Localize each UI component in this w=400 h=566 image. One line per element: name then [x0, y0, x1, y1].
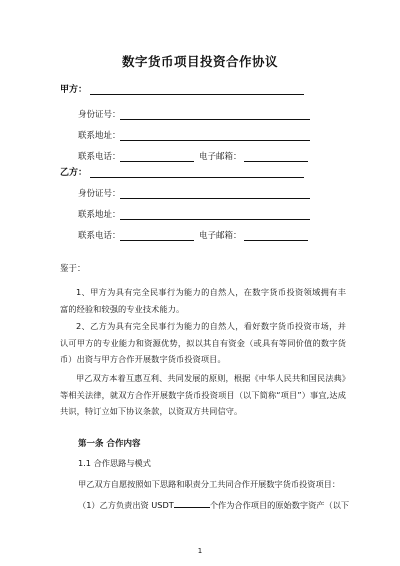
section-1-1-heading: 1.1 合作思路与模式	[78, 458, 151, 468]
party-a-name-line	[90, 94, 304, 95]
party-b-address-label: 联系地址：	[78, 210, 121, 220]
party-a-email-line	[244, 161, 308, 162]
document-title: 数字货币项目投资合作协议	[121, 54, 278, 69]
party-a-phone-label: 联系电话：	[78, 152, 121, 162]
whereas-clause-2: 2、乙方为具有完全民事行为能力的自然人，看好数字货币投资市场，并认可甲方的专业能力和资源优势，拟以其自有资金（或具有等同价值的数字货币）出资与甲方合作开展数字货币投资项目。	[60, 321, 346, 364]
party-a-address-line	[120, 140, 310, 141]
item-1	[78, 499, 349, 511]
whereas-heading: 鉴于：	[60, 264, 86, 274]
whereas-clause-3: 甲乙双方本着互惠互利、共同发展的原则，根据《中华人民共和国民法典》等相关法律，就双方合作开展数字货币投资项目（以下简称“项目”）事宜,达成共识，特订立如下协议条款，以资双方共同信守。	[60, 373, 346, 416]
party-b-name-line	[90, 177, 304, 178]
article-1-title: 第一条 合作内容	[78, 439, 141, 449]
item-1-suffix: 个作为合作项目的原始数字资产（以下	[209, 500, 350, 510]
party-b-phone-label: 联系电话：	[78, 231, 121, 241]
party-b-label: 乙方：	[60, 168, 88, 178]
usdt-amount-line	[174, 499, 210, 508]
page-number: 1	[197, 547, 203, 555]
item-1-prefix: （1）乙方负责出资 USDT	[78, 500, 174, 510]
party-a-phone-line	[120, 161, 194, 162]
whereas-clause-1: 1、甲方为具有完全民事行为能力的自然人，在数字货币投资领域拥有丰富的经验和较强的专业技术能力。	[60, 287, 346, 314]
party-b-id-line	[120, 198, 310, 199]
party-b-address-line	[120, 219, 310, 220]
party-b-id-label: 身份证号：	[78, 189, 121, 199]
party-b-email-label: 电子邮箱：	[199, 231, 242, 241]
party-a-email-label: 电子邮箱：	[199, 152, 242, 162]
party-a-id-line	[120, 119, 310, 120]
party-a-id-label: 身份证号：	[78, 110, 121, 120]
party-a-address-label: 联系地址：	[78, 131, 121, 141]
section-1-1-text: 甲乙双方自愿按照如下思路和职责分工共同合作开展数字货币投资项目：	[78, 479, 341, 489]
party-b-email-line	[244, 240, 308, 241]
party-b-phone-line	[120, 240, 194, 241]
party-a-label: 甲方：	[60, 85, 88, 95]
